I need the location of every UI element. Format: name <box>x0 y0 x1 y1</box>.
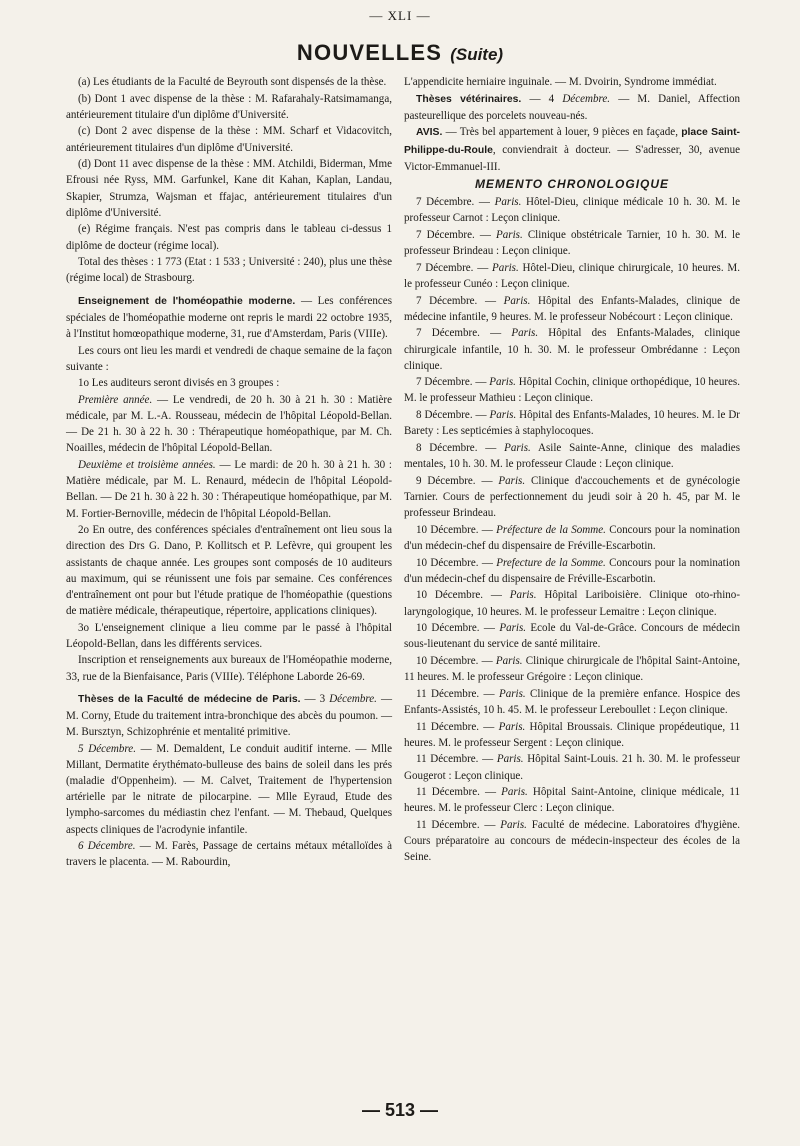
paragraph <box>66 293 392 342</box>
run: Ecole du Val-de-Grâce. Concours de médecin sous-lieutenant du service de santé militaire. <box>404 622 741 651</box>
run: — M. Corny, Etude du traitement intra-bronchique des abcès du poumon. — M. Bursztyn, Schizophrénie et mentalité primitive. <box>66 692 393 739</box>
run: Hôtel-Dieu, clinique chirurgicale, 10 heures. M. le professeur Cunéo : Leçon clinique. <box>404 261 740 290</box>
run: Clinique chirurgicale de l'hôpital Saint-Antoine, 11 heures. M. le professeur Grégoire : Leçon clinique. <box>404 654 741 684</box>
run: Hôpital des Enfants-Malades, clinique de médecine infantile, 9 heures. M. le professeur Nobécourt : Leçon clinique. <box>404 294 740 323</box>
paragraph: (b) Dont 1 avec dispense de la thèse : M. Rafarahaly-Ratsimamanga, antérieurement titulaire d'un diplôme d'Université. <box>66 92 392 121</box>
run: — Très bel appartement à louer, 9 pièces en façade, <box>442 126 682 139</box>
memento-entry <box>404 784 740 816</box>
run-italic: 5 Décembre. <box>78 742 136 755</box>
run: 8 Décembre. — <box>416 409 490 422</box>
run: — M. Demaldent, Le conduit auditif interne. — Mlle Millant, Dermatite érythémato-bulleuse des bains de soleil dans les prés (maladie d'Oppenheim). — M. Calvet, Traitement de l'hypertension artérielle par le nitrate de pilocarpine. — Mlle Eyraud, Etude des lympho-sarcomes du médiastin chez l'enfant. — M. Thebaud, Quelques aspects cliniques de l'acrodynie infantile. <box>66 742 393 836</box>
run: Asile Sainte-Anne, clinique des maladies mentales, 10 h. 30. M. le professeur Claude : Leçon clinique. <box>404 441 740 471</box>
run: Hôpital Lariboisière. Clinique oto-rhino-laryngologique, 10 heures. M. le professeur Lemaitre : Leçon clinique. <box>404 589 741 618</box>
memento-entry <box>404 194 740 226</box>
run-italic: Paris. <box>489 376 516 389</box>
run-bold: Thèses vétérinaires. <box>416 93 522 105</box>
memento-entry <box>404 620 740 652</box>
run: 11 Décembre. — <box>416 720 499 733</box>
run-bold: Thèses de la Faculté de médecine de Paris. <box>78 693 301 705</box>
paragraph <box>66 392 392 457</box>
memento-entry <box>404 325 740 373</box>
memento-entry <box>404 473 740 521</box>
run-italic: Paris. <box>489 409 517 422</box>
run-italic: Paris. <box>511 327 539 340</box>
memento-heading: MEMENTO CHRONOLOGIQUE <box>474 176 670 191</box>
run: 10 Décembre. — <box>416 556 497 569</box>
run: 11 Décembre. — <box>416 687 499 700</box>
run: 10 Décembre. — <box>416 654 496 667</box>
memento-entry <box>404 260 740 292</box>
run: — 4 <box>521 92 563 105</box>
run: 10 Décembre. — <box>416 589 510 602</box>
run: 7 Décembre. — <box>416 327 512 340</box>
run: Hôpital Broussais. Clinique propédeutique, 11 heures. M. le professeur Sergent : Leçon clinique. <box>404 720 741 749</box>
paragraph <box>66 457 392 522</box>
memento-entry <box>404 555 740 587</box>
run: — Le mardi: de 20 h. 30 à 21 h. 30 : Matière médicale, par M. L. Renaurd, médecin de l'hôpital Léopold-Bellan. — De 21 h. 30 à 22 h. 30 : Thérapeutique homéopathique, par M. M. Fortier-Bernoville, médecin de l'hôpital Léopold-Bellan. <box>66 459 392 520</box>
page-number: — 513 — <box>361 1100 439 1120</box>
run-italic: Paris. <box>496 753 524 766</box>
paragraph: 1o Les auditeurs seront divisés en 3 groupes : <box>78 377 280 390</box>
run: Concours pour la nomination d'un médecin-chef du dispensaire de Fréville-Escarbotin. <box>404 523 741 552</box>
left-column <box>66 74 392 871</box>
run: 11 Décembre. — <box>416 753 497 766</box>
run-italic: Paris. <box>509 589 537 602</box>
run: Hôpital des Enfants-Malades, clinique chirurgicale infantile, 10 h. 30. M. le professeur Ombrédanne : Leçon clinique. <box>404 327 740 372</box>
paragraph <box>66 838 392 870</box>
paragraph: 3o L'enseignement clinique a lieu comme par le passé à l'hôpital Léopold-Bellan, dans les différents services. <box>66 621 392 650</box>
run-italic: Paris. <box>501 786 528 799</box>
run-italic: Première année. <box>78 393 153 406</box>
run: Clinique d'accouchements et de gynécologie Tarnier. Cours de perfectionnement du jeudi soir à 20 h. 45, par M. le professeur Brindeau. <box>404 474 740 520</box>
run-italic: Paris. <box>498 687 526 700</box>
run: 10 Décembre. — <box>416 622 500 635</box>
memento-entry <box>404 522 740 554</box>
run-italic: Paris. <box>503 294 531 307</box>
run: 7 Décembre. — <box>416 376 490 389</box>
run-italic: Paris. <box>494 196 522 209</box>
paragraph: Total des thèses : 1 773 (Etat : 1 533 ; Université : 240), plus une thèse (régime local) de Strasbourg. <box>66 256 392 285</box>
paragraph: 2o En outre, des conférences spéciales d'entraînement ont lieu sous la direction des Drs G. Dano, P. Kollitsch et P. Lefèvre, qui groupent les assistants de chaque année. Les groupes sont composés de 10 auditeurs au maximum, qui se réunissent une fois par semaine. Ces conférences d'entraînement ont pour but l'étude pratique de l'homéopathie (questions de matière médicale, thérapeutique, répertoire, applications cliniques). <box>66 524 392 617</box>
run-italic: Paris. <box>500 819 527 832</box>
paragraph: Inscription et renseignements aux bureaux de l'Homéopathie moderne, 33, rue de la Bienfaisance, Paris (VIIIe). Téléphone Laborde 26-69. <box>66 654 392 683</box>
run: 8 Décembre. — <box>416 441 505 454</box>
run-bold: place Saint-Philippe-du-Roule <box>404 127 740 156</box>
memento-entry <box>404 227 740 259</box>
run-italic: Paris. <box>498 720 526 733</box>
run: Hôpital des Enfants-Malades, 10 heures. M. le Dr Barety : Les septicémies à staphylocoques. <box>404 409 740 438</box>
run-italic: Décembre. <box>562 92 611 105</box>
memento-entry <box>404 293 740 325</box>
run-italic: 6 Décembre. <box>78 840 136 853</box>
run-italic: Décembre. <box>329 692 377 705</box>
run: — 3 <box>300 692 330 705</box>
run: — Le vendredi, de 20 h. 30 à 21 h. 30 : Matière médicale, par M. L.-A. Rousseau, médecin de l'hôpital Léopold-Bellan. — De 21 h. 30 à 22 h. 30 : Thérapeutique homéopathique, par M. Ch. Noailles, médecin de l'hôpital Léopold-Bellan. <box>66 393 393 455</box>
memento-entry <box>404 407 740 439</box>
run: Hôpital Cochin, clinique orthopédique, 10 heures. M. le professeur Mathieu : Leçon clinique. <box>404 376 740 405</box>
run: Clinique de la première enfance. Hospice des Enfants-Assistés, 10 h. 45. M. le professeur Lereboullet : Leçon clinique. <box>404 687 740 716</box>
paragraph: (e) Régime français. N'est pas compris dans le tableau ci-dessus 1 diplôme de docteur (régime local). <box>66 223 392 252</box>
paragraph <box>404 91 740 124</box>
paragraph <box>66 691 392 740</box>
run: , conviendrait à docteur. — S'adresser, 30, avenue Victor-Emmanuel-III. <box>404 143 740 173</box>
run: 11 Décembre. — <box>416 819 501 832</box>
run: Clinique obstétricale Tarnier, 10 h. 30. M. le professeur Brindeau : Leçon clinique. <box>404 228 740 258</box>
memento-entry <box>404 719 740 751</box>
memento-entry <box>404 587 740 619</box>
run: 11 Décembre. — <box>416 786 502 799</box>
paragraph: (d) Dont 11 avec dispense de la thèse : MM. Atchildi, Biderman, Mme Efrousi née Ryss, MM. Garfunkel, Kane dit Kahan, Kaplan, Landau, Skapier, Strumza, Wajsman et ffajac, antérieurement titulaires d'un diplôme d'Université. <box>66 158 392 219</box>
paragraph <box>66 741 392 838</box>
run: Faculté de médecine. Laboratoires d'hygiène. Cours préparatoire au concours de médecin-inspecteur des écoles de la Seine. <box>404 819 740 864</box>
section-title <box>0 40 800 66</box>
run-italic: Deuxième et troisième années. <box>78 459 216 472</box>
section-title-main: NOUVELLES <box>296 40 443 65</box>
run: 9 Décembre. — <box>416 474 499 487</box>
memento-entry <box>404 817 740 865</box>
run: Hôpital Saint-Antoine, clinique médicale, 11 heures. M. le professeur Clerc : Leçon clinique. <box>404 786 740 815</box>
run: — M. Daniel, Affection pasteurellique des porcelets nouveau-nés. <box>404 92 740 122</box>
run: — Les conférences spéciales de l'homéopathie moderne ont repris le mardi 22 octobre 1935, à l'Institut homœopathique moderne, 31, rue d'Amsterdam, Paris (VIIIe). <box>66 294 392 340</box>
run: — M. Farès, Passage de certains métaux métalloïdes à travers le placenta. — M. Rabourdin, <box>66 840 392 869</box>
right-column <box>404 74 740 866</box>
section-title-suite: (Suite) <box>450 45 504 64</box>
run-italic: Préfecture de la Somme. <box>496 523 606 536</box>
run: 7 Décembre. — <box>416 261 493 274</box>
paragraph: Les cours ont lieu les mardi et vendredi de chaque semaine de la façon suivante : <box>66 344 392 373</box>
paragraph <box>404 124 740 174</box>
folio: — XLI — <box>369 8 431 23</box>
memento-list <box>404 194 740 865</box>
paragraph: (c) Dont 2 avec dispense de la thèse : MM. Scharf et Vidacovitch, antérieurement titulaires d'un diplôme d'Université. <box>66 125 392 154</box>
run-italic: Paris. <box>499 622 527 635</box>
run-italic: Paris. <box>492 261 519 274</box>
run: 7 Décembre. — <box>416 196 495 209</box>
run: Hôtel-Dieu, clinique médicale 10 h. 30. M. le professeur Carnot : Leçon clinique. <box>404 196 740 225</box>
memento-entry <box>404 440 740 472</box>
run: Hôpital Saint-Louis. 21 h. 30. M. le professeur Gougerot : Leçon clinique. <box>404 753 740 782</box>
run-italic: Paris. <box>495 654 523 667</box>
run-italic: Paris. <box>504 441 531 454</box>
run: Concours pour la nomination d'un médecin-chef du dispensaire de Fréville-Escarbotin. <box>404 556 740 585</box>
memento-entry <box>404 653 740 685</box>
run: 7 Décembre. — <box>416 228 497 241</box>
paragraph: (a) Les étudiants de la Faculté de Beyrouth sont dispensés de la thèse. <box>78 76 387 88</box>
paragraph: L'appendicite herniaire inguinale. — M. Dvoirin, Syndrome immédiat. <box>404 76 717 88</box>
run-italic: Paris. <box>496 228 523 241</box>
memento-entry <box>404 374 740 406</box>
run-italic: Prefecture de la Somme. <box>496 556 606 569</box>
run-bold: Enseignement de l'homéopathie moderne. <box>78 295 296 307</box>
memento-entry <box>404 686 740 718</box>
run: 10 Décembre. — <box>416 523 497 536</box>
run-bold: AVIS. <box>416 127 443 139</box>
memento-entry <box>404 751 740 783</box>
run: 7 Décembre. — <box>416 294 504 307</box>
run-italic: Paris. <box>498 474 526 487</box>
